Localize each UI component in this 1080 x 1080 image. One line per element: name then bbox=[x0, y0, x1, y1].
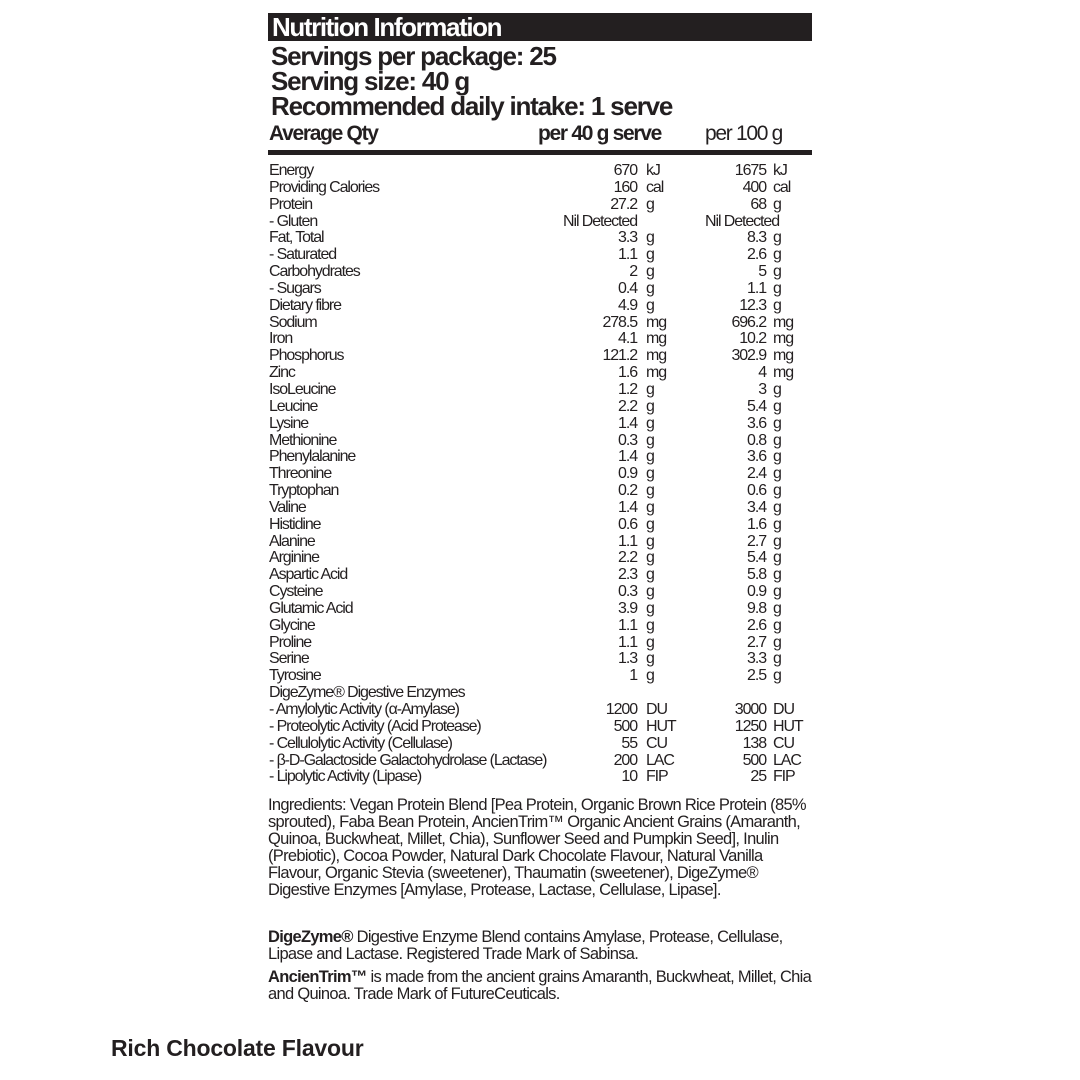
table-row bbox=[268, 330, 812, 347]
unit-per-100g: g bbox=[773, 515, 781, 533]
value-per-100g: 1250 bbox=[734, 717, 766, 735]
table-row bbox=[268, 667, 812, 684]
table-row bbox=[268, 196, 812, 213]
digezyme-brand: DigeZyme® bbox=[268, 928, 353, 946]
value-per-100g: Nil Detected bbox=[705, 212, 779, 230]
row-name: Cysteine bbox=[269, 583, 323, 601]
value-per-100g: 1.1 bbox=[747, 279, 766, 297]
table-row bbox=[268, 634, 812, 651]
table-row bbox=[268, 314, 812, 331]
serving-size: Serving size: 40 g bbox=[271, 66, 470, 96]
value-per-serve: 670 bbox=[613, 162, 637, 179]
unit-per-100g: g bbox=[773, 380, 781, 398]
table-row bbox=[268, 448, 812, 465]
value-per-serve: 0.2 bbox=[618, 482, 637, 500]
unit-per-serve: g bbox=[646, 566, 654, 584]
table-row bbox=[268, 600, 812, 617]
row-name: Energy bbox=[269, 162, 314, 179]
value-per-serve: 160 bbox=[613, 178, 637, 196]
row-name: Threonine bbox=[269, 465, 332, 483]
value-per-100g: 2.6 bbox=[747, 246, 766, 264]
row-name: Aspartic Acid bbox=[269, 566, 348, 584]
unit-per-serve: g bbox=[646, 616, 654, 634]
digezyme-text: Digestive Enzyme Blend contains Amylase, Protease, Cellulase, Lipase and Lactase. Registered Trade Mark of Sabinsa. bbox=[268, 928, 783, 963]
table-row bbox=[268, 684, 812, 701]
unit-per-serve: g bbox=[646, 397, 654, 415]
unit-per-100g: mg bbox=[773, 364, 794, 382]
table-row bbox=[268, 229, 812, 246]
row-name: Sodium bbox=[269, 313, 317, 331]
table-row bbox=[268, 701, 812, 718]
unit-per-100g: g bbox=[773, 397, 781, 415]
table-row bbox=[268, 263, 812, 280]
table-row bbox=[268, 650, 812, 667]
value-per-serve: 1.1 bbox=[618, 633, 637, 651]
unit-per-serve: g bbox=[646, 599, 654, 617]
table-row bbox=[268, 718, 812, 735]
unit-per-100g: mg bbox=[773, 313, 794, 331]
unit-per-100g: DU bbox=[773, 701, 794, 718]
row-name: Proline bbox=[269, 633, 312, 651]
value-per-serve: 1.4 bbox=[618, 498, 637, 516]
unit-per-100g: FIP bbox=[773, 768, 795, 786]
unit-per-100g: g bbox=[773, 246, 781, 264]
value-per-serve: 121.2 bbox=[602, 347, 637, 365]
unit-per-100g: g bbox=[773, 633, 781, 651]
row-name: Lysine bbox=[269, 414, 309, 432]
value-per-serve: 0.3 bbox=[618, 431, 637, 449]
table-row bbox=[268, 735, 812, 752]
value-per-serve: 2.3 bbox=[618, 566, 637, 584]
unit-per-100g: g bbox=[773, 448, 781, 466]
unit-per-100g: g bbox=[773, 431, 781, 449]
row-name: IsoLeucine bbox=[269, 380, 336, 398]
unit-per-serve: g bbox=[646, 583, 654, 601]
row-name: Tyrosine bbox=[269, 667, 321, 685]
value-per-serve: 0.3 bbox=[618, 583, 637, 601]
unit-per-serve: g bbox=[646, 633, 654, 651]
row-name: Protein bbox=[269, 195, 312, 213]
unit-per-100g: g bbox=[773, 498, 781, 516]
header-per-serve: per 40 g serve bbox=[538, 122, 662, 145]
unit-per-100g: kJ bbox=[773, 162, 787, 179]
value-per-100g: 2.5 bbox=[747, 667, 766, 685]
row-name: Carbohydrates bbox=[269, 263, 360, 281]
unit-per-100g: g bbox=[773, 195, 781, 213]
unit-per-serve: g bbox=[646, 482, 654, 500]
unit-per-100g: CU bbox=[773, 734, 794, 752]
value-per-100g: 400 bbox=[742, 178, 766, 196]
unit-per-serve: FIP bbox=[646, 768, 668, 786]
unit-per-100g: g bbox=[773, 482, 781, 500]
header-divider bbox=[268, 150, 812, 155]
unit-per-100g: cal bbox=[773, 178, 791, 196]
value-per-serve: 4.9 bbox=[618, 296, 637, 314]
unit-per-100g: mg bbox=[773, 347, 794, 365]
unit-per-100g: g bbox=[773, 465, 781, 483]
value-per-serve: 0.9 bbox=[618, 465, 637, 483]
unit-per-serve: CU bbox=[646, 734, 667, 752]
value-per-serve: 55 bbox=[621, 734, 637, 752]
table-row bbox=[268, 768, 812, 785]
value-per-serve: 0.4 bbox=[618, 279, 637, 297]
value-per-100g: 8.3 bbox=[747, 229, 766, 247]
row-name: Fat, Total bbox=[269, 229, 324, 247]
value-per-100g: 138 bbox=[742, 734, 766, 752]
value-per-serve: 2 bbox=[629, 263, 637, 281]
value-per-100g: 0.8 bbox=[747, 431, 766, 449]
table-row bbox=[268, 482, 812, 499]
table-row bbox=[268, 752, 812, 769]
unit-per-100g: g bbox=[773, 566, 781, 584]
value-per-100g: 12.3 bbox=[739, 296, 766, 314]
value-per-100g: 1675 bbox=[734, 162, 766, 179]
row-name: - Sugars bbox=[269, 279, 321, 297]
unit-per-serve: g bbox=[646, 667, 654, 685]
table-row bbox=[268, 179, 812, 196]
table-row bbox=[268, 162, 812, 179]
unit-per-serve: g bbox=[646, 431, 654, 449]
table-row bbox=[268, 617, 812, 634]
value-per-serve: 1.1 bbox=[618, 616, 637, 634]
ingredients-text: Ingredients: Vegan Protein Blend [Pea Protein, Organic Brown Rice Protein (85% sprouted), Faba Bean Protein, AncienTrim™ Organic Ancient Grains (Amaranth, Quinoa, Buckwheat, Millet, Chia), Sunflower Seed and Pumpkin Seed], Inulin (Prebiotic), Cocoa Powder, Natural Dark Chocolate Flavour, Natural Vanilla Flavour, Organic Stevia (sweetener), Thaumatin (sweetener), DigeZyme® Digestive Enzymes [Amylase, Protease, Lactase, Cellulase, Lipase]. bbox=[268, 796, 806, 899]
unit-per-serve: g bbox=[646, 650, 654, 668]
value-per-100g: 5.4 bbox=[747, 549, 766, 567]
row-name: - Proteolytic Activity (Acid Protease) bbox=[269, 717, 481, 735]
table-row bbox=[268, 246, 812, 263]
unit-per-serve: g bbox=[646, 380, 654, 398]
table-row bbox=[268, 347, 812, 364]
value-per-100g: 2.6 bbox=[747, 616, 766, 634]
table-row bbox=[268, 465, 812, 482]
row-name: Glycine bbox=[269, 616, 315, 634]
table-row bbox=[268, 533, 812, 550]
unit-per-serve: mg bbox=[646, 313, 667, 331]
value-per-serve: Nil Detected bbox=[563, 212, 637, 230]
panel-title: Nutrition Information bbox=[268, 13, 812, 41]
recommended-intake: Recommended daily intake: 1 serve bbox=[271, 91, 673, 121]
row-name: Zinc bbox=[269, 364, 295, 382]
row-name: - Gluten bbox=[269, 212, 318, 230]
unit-per-serve: kJ bbox=[646, 162, 660, 179]
table-row bbox=[268, 516, 812, 533]
unit-per-100g: g bbox=[773, 263, 781, 281]
row-name: Valine bbox=[269, 498, 306, 516]
value-per-100g: 3000 bbox=[734, 701, 766, 718]
row-name: Methionine bbox=[269, 431, 337, 449]
row-name: - Amylolytic Activity (α-Amylase) bbox=[269, 701, 459, 718]
unit-per-serve: DU bbox=[646, 701, 667, 718]
row-name: DigeZyme® Digestive Enzymes bbox=[269, 684, 465, 702]
value-per-100g: 10.2 bbox=[739, 330, 766, 348]
ancientrim-note bbox=[268, 969, 813, 1003]
value-per-100g: 2.7 bbox=[747, 532, 766, 550]
value-per-serve: 1.4 bbox=[618, 448, 637, 466]
unit-per-100g: g bbox=[773, 650, 781, 668]
ingredients-block bbox=[268, 797, 813, 899]
row-name: - Lipolytic Activity (Lipase) bbox=[269, 768, 422, 786]
table-row bbox=[268, 297, 812, 314]
row-name: Providing Calories bbox=[269, 178, 380, 196]
row-name: - β-D-Galactoside Galactohydrolase (Lactase) bbox=[269, 751, 547, 769]
value-per-serve: 1.1 bbox=[618, 246, 637, 264]
unit-per-100g: g bbox=[773, 414, 781, 432]
row-name: Dietary fibre bbox=[269, 296, 341, 314]
unit-per-serve: g bbox=[646, 263, 654, 281]
table-header bbox=[268, 122, 812, 150]
nutrient-table bbox=[268, 162, 812, 785]
unit-per-100g: g bbox=[773, 616, 781, 634]
unit-per-100g: g bbox=[773, 279, 781, 297]
ancientrim-text: is made from the ancient grains Amaranth, Buckwheat, Millet, Chia and Quinoa. Trade Mark of FutureCeuticals. bbox=[268, 968, 812, 1003]
value-per-100g: 0.9 bbox=[747, 583, 766, 601]
value-per-100g: 25 bbox=[750, 768, 766, 786]
row-name: Iron bbox=[269, 330, 293, 348]
unit-per-serve: g bbox=[646, 414, 654, 432]
value-per-100g: 5.4 bbox=[747, 397, 766, 415]
row-name: Serine bbox=[269, 650, 309, 668]
row-name: Tryptophan bbox=[269, 482, 339, 500]
unit-per-serve: g bbox=[646, 515, 654, 533]
value-per-serve: 0.6 bbox=[618, 515, 637, 533]
value-per-serve: 200 bbox=[613, 751, 637, 769]
unit-per-100g: g bbox=[773, 229, 781, 247]
table-row bbox=[268, 381, 812, 398]
flavour-caption: Rich Chocolate Flavour bbox=[111, 1035, 364, 1061]
unit-per-serve: g bbox=[646, 296, 654, 314]
row-name: - Saturated bbox=[269, 246, 337, 264]
unit-per-100g: g bbox=[773, 599, 781, 617]
table-row bbox=[268, 583, 812, 600]
digezyme-note bbox=[268, 929, 813, 963]
value-per-100g: 302.9 bbox=[731, 347, 766, 365]
value-per-100g: 3.6 bbox=[747, 414, 766, 432]
value-per-serve: 1.3 bbox=[618, 650, 637, 668]
value-per-serve: 1.4 bbox=[618, 414, 637, 432]
unit-per-serve: LAC bbox=[646, 751, 674, 769]
value-per-serve: 1.6 bbox=[618, 364, 637, 382]
unit-per-serve: HUT bbox=[646, 717, 676, 735]
value-per-100g: 500 bbox=[742, 751, 766, 769]
table-row bbox=[268, 213, 812, 230]
unit-per-serve: g bbox=[646, 448, 654, 466]
unit-per-serve: mg bbox=[646, 347, 667, 365]
value-per-100g: 3.6 bbox=[747, 448, 766, 466]
value-per-serve: 2.2 bbox=[618, 549, 637, 567]
value-per-100g: 2.4 bbox=[747, 465, 766, 483]
value-per-100g: 3 bbox=[758, 380, 766, 398]
value-per-serve: 500 bbox=[613, 717, 637, 735]
value-per-100g: 5.8 bbox=[747, 566, 766, 584]
value-per-100g: 696.2 bbox=[731, 313, 766, 331]
value-per-serve: 27.2 bbox=[610, 195, 637, 213]
unit-per-serve: g bbox=[646, 465, 654, 483]
unit-per-serve: mg bbox=[646, 364, 667, 382]
unit-per-serve: g bbox=[646, 246, 654, 264]
table-row bbox=[268, 499, 812, 516]
value-per-serve: 1.2 bbox=[618, 380, 637, 398]
header-average-qty: Average Qty bbox=[269, 122, 378, 145]
unit-per-serve: g bbox=[646, 498, 654, 516]
row-name: Arginine bbox=[269, 549, 319, 567]
value-per-100g: 2.7 bbox=[747, 633, 766, 651]
value-per-serve: 1.1 bbox=[618, 532, 637, 550]
value-per-serve: 278.5 bbox=[602, 313, 637, 331]
row-name: Phosphorus bbox=[269, 347, 344, 365]
value-per-serve: 2.2 bbox=[618, 397, 637, 415]
table-row bbox=[268, 364, 812, 381]
table-row bbox=[268, 280, 812, 297]
row-name: Glutamic Acid bbox=[269, 599, 353, 617]
unit-per-serve: g bbox=[646, 195, 654, 213]
unit-per-100g: LAC bbox=[773, 751, 801, 769]
unit-per-serve: g bbox=[646, 549, 654, 567]
value-per-serve: 10 bbox=[621, 768, 637, 786]
value-per-100g: 68 bbox=[750, 195, 766, 213]
value-per-100g: 5 bbox=[758, 263, 766, 281]
row-name: - Cellulolytic Activity (Cellulase) bbox=[269, 734, 452, 752]
unit-per-100g: g bbox=[773, 667, 781, 685]
servings-per-package: Servings per package: 25 bbox=[271, 41, 556, 71]
table-row bbox=[268, 432, 812, 449]
row-name: Phenylalanine bbox=[269, 448, 356, 466]
unit-per-100g: HUT bbox=[773, 717, 803, 735]
table-row bbox=[268, 415, 812, 432]
value-per-100g: 0.6 bbox=[747, 482, 766, 500]
value-per-100g: 1.6 bbox=[747, 515, 766, 533]
unit-per-100g: g bbox=[773, 583, 781, 601]
value-per-100g: 3.3 bbox=[747, 650, 766, 668]
value-per-100g: 4 bbox=[758, 364, 766, 382]
unit-per-serve: g bbox=[646, 229, 654, 247]
unit-per-serve: cal bbox=[646, 178, 664, 196]
unit-per-serve: g bbox=[646, 532, 654, 550]
unit-per-100g: g bbox=[773, 549, 781, 567]
row-name: Leucine bbox=[269, 397, 318, 415]
row-name: Histidine bbox=[269, 515, 321, 533]
value-per-serve: 3.9 bbox=[618, 599, 637, 617]
value-per-100g: 9.8 bbox=[747, 599, 766, 617]
value-per-serve: 3.3 bbox=[618, 229, 637, 247]
ancientrim-brand: AncienTrim™ bbox=[268, 968, 367, 986]
row-name: Alanine bbox=[269, 532, 315, 550]
table-row bbox=[268, 566, 812, 583]
header-per-100g: per 100 g bbox=[705, 122, 783, 145]
unit-per-100g: g bbox=[773, 296, 781, 314]
unit-per-serve: mg bbox=[646, 330, 667, 348]
value-per-serve: 1200 bbox=[605, 701, 637, 718]
table-row bbox=[268, 549, 812, 566]
value-per-serve: 4.1 bbox=[618, 330, 637, 348]
unit-per-100g: mg bbox=[773, 330, 794, 348]
unit-per-serve: g bbox=[646, 279, 654, 297]
unit-per-100g: g bbox=[773, 532, 781, 550]
value-per-serve: 1 bbox=[629, 667, 637, 685]
nutrition-panel bbox=[268, 13, 812, 785]
value-per-100g: 3.4 bbox=[747, 498, 766, 516]
table-row bbox=[268, 398, 812, 415]
